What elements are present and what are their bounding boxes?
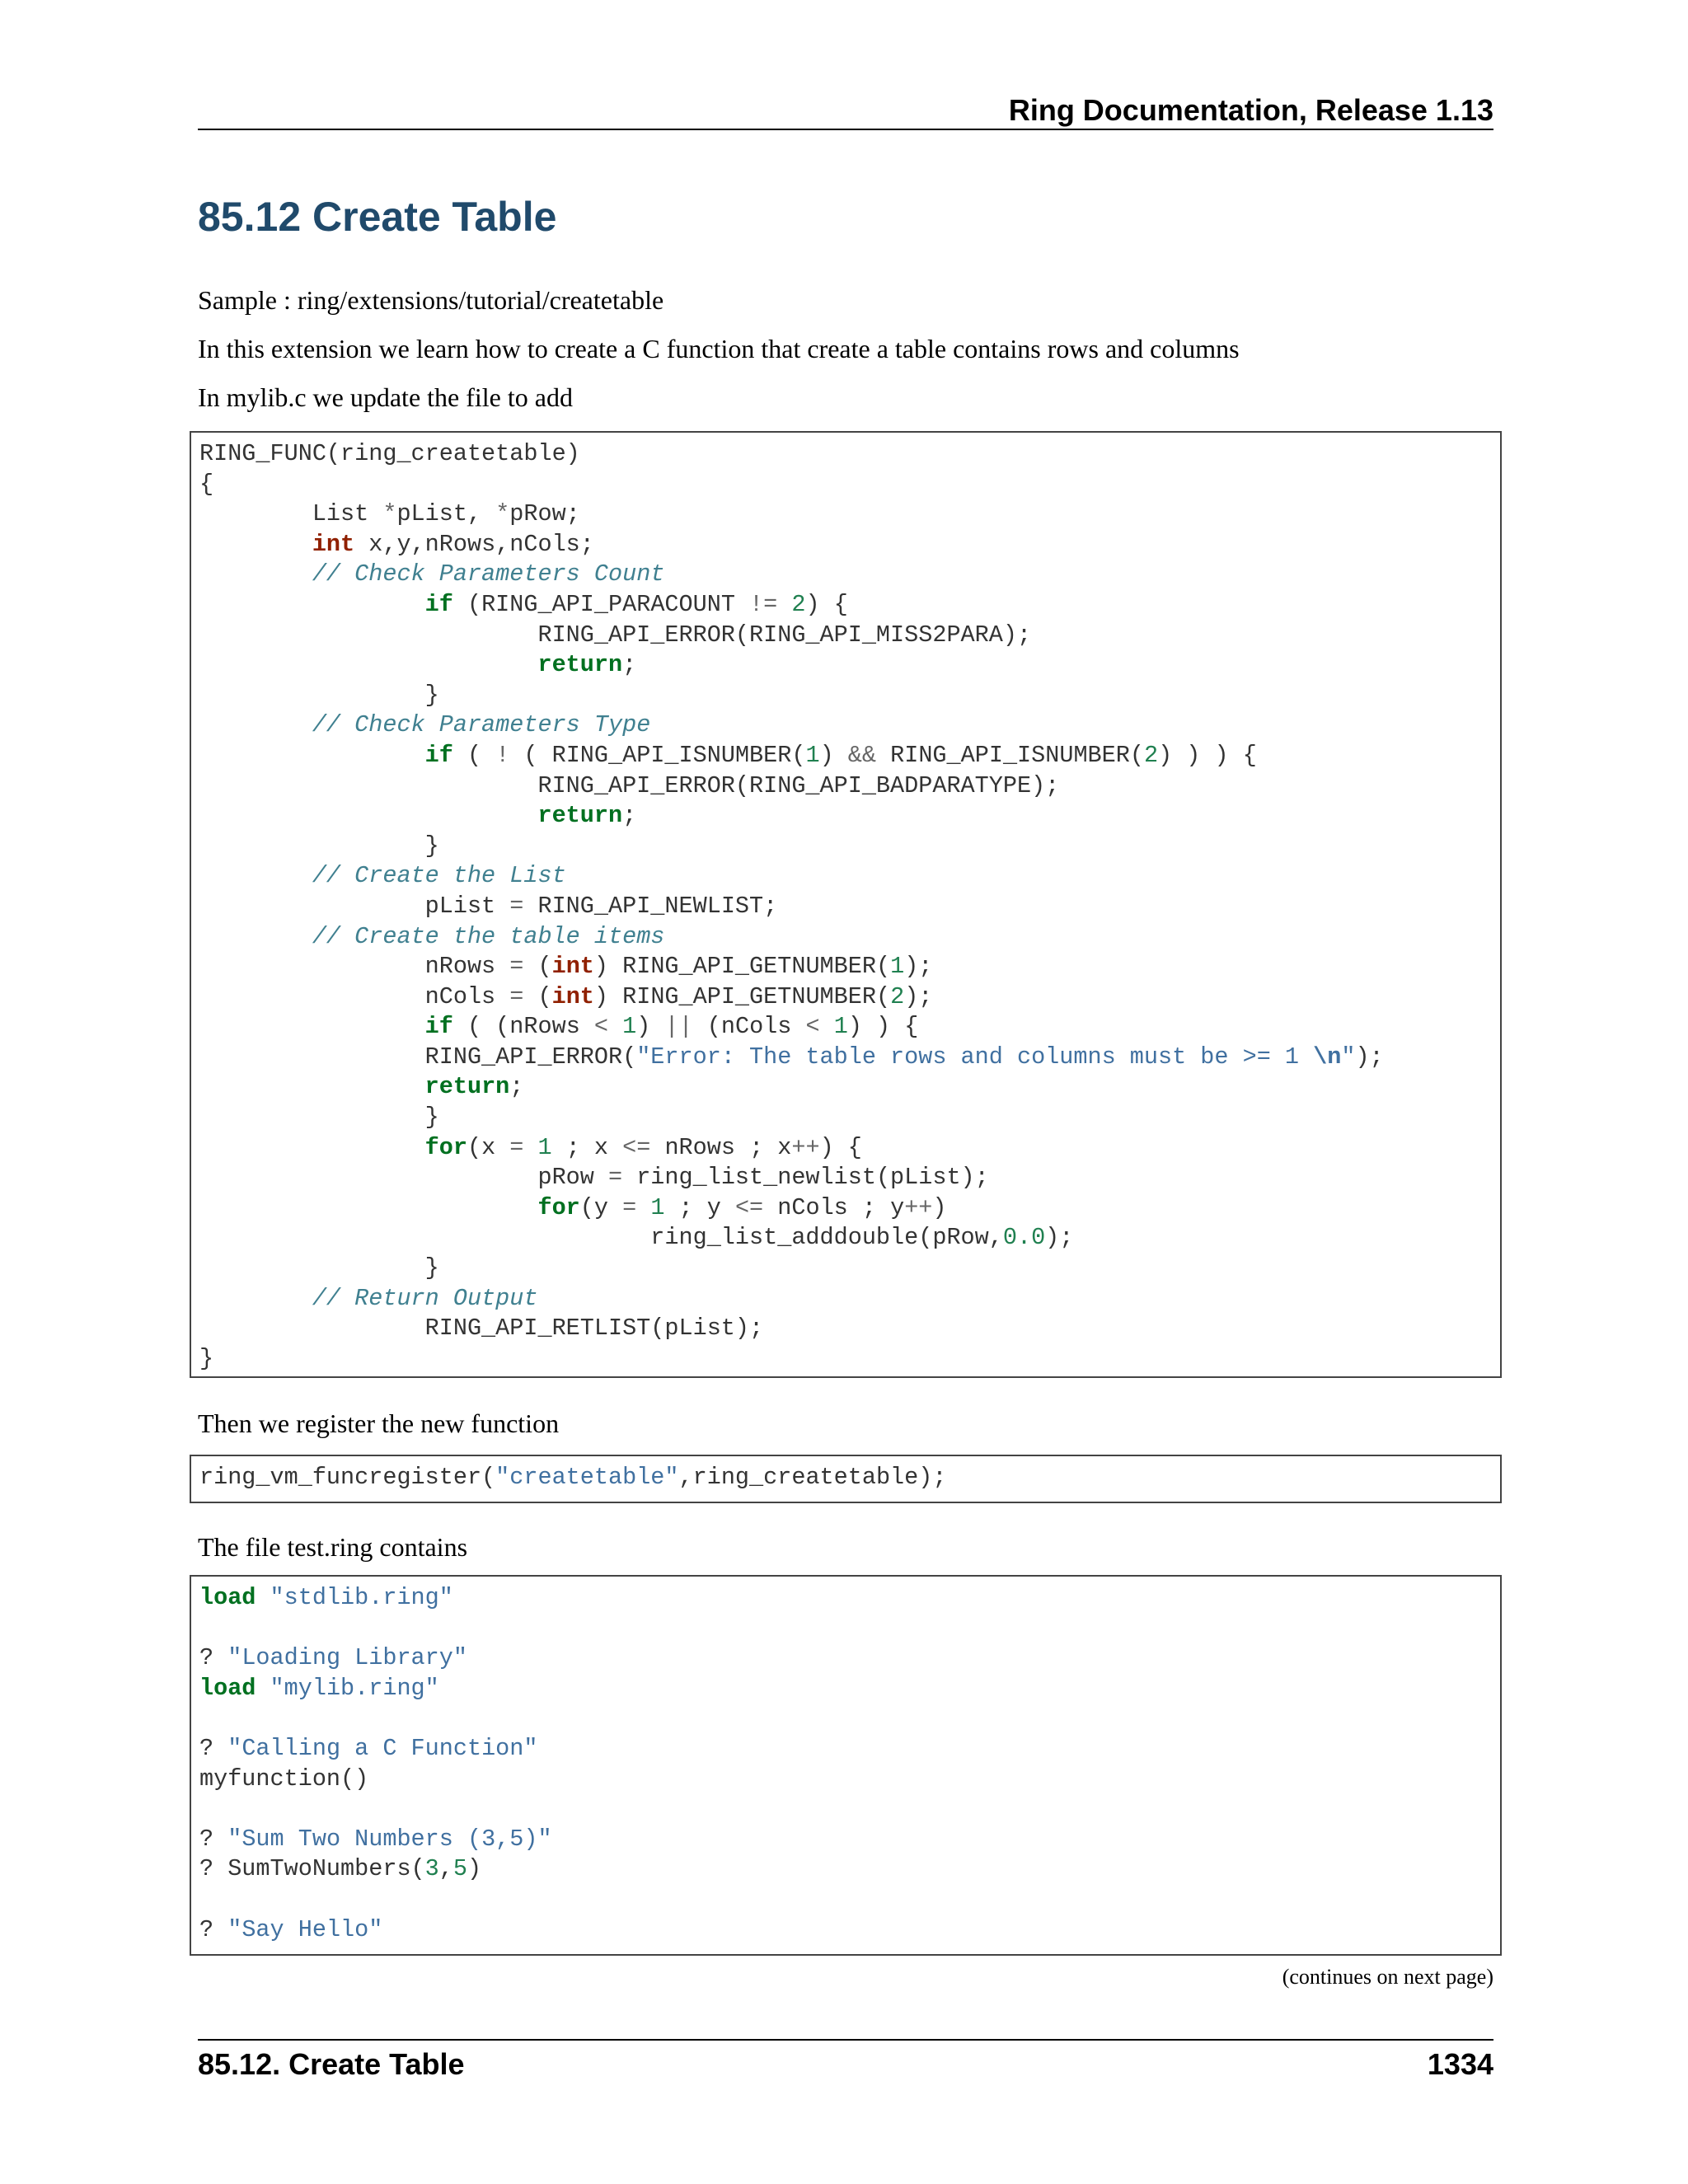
code-line	[199, 832, 1492, 862]
code-token: 2	[890, 982, 905, 1010]
code-token: (	[523, 982, 552, 1010]
code-line	[199, 1674, 1492, 1704]
code-token: =	[509, 953, 524, 981]
code-token: ) RING_API_GETNUMBER(	[593, 982, 891, 1010]
code-line	[199, 1103, 1492, 1133]
code-line	[199, 1012, 1492, 1043]
code-token: \n	[1313, 1043, 1342, 1071]
code-token: "stdlib.ring"	[270, 1584, 453, 1611]
code-token: "Loading Library"	[227, 1644, 467, 1672]
code-line	[199, 892, 1492, 922]
code-token: return	[424, 1073, 510, 1101]
code-line	[199, 530, 1492, 560]
code-token: if	[424, 741, 453, 769]
code-token: ) {	[805, 590, 848, 618]
code-block-test-ring	[190, 1575, 1502, 1956]
document-title: Ring Documentation, Release 1.13	[1008, 93, 1493, 127]
code-token: List	[199, 500, 383, 528]
code-token: );	[1355, 1043, 1384, 1071]
intro-paragraph: In this extension we learn how to create a C function that create a table contains rows and columns	[198, 334, 1240, 363]
code-line	[199, 470, 1492, 500]
code-token: ( RING_API_ISNUMBER(	[509, 741, 806, 769]
code-token: }	[199, 832, 439, 860]
code-token: (	[523, 953, 552, 981]
code-token	[199, 1285, 312, 1312]
code-token: // Return Output	[312, 1284, 538, 1312]
code-line	[199, 801, 1492, 832]
code-block-register	[190, 1455, 1502, 1503]
register-paragraph: Then we register the new function	[198, 1408, 560, 1438]
code-token: =	[509, 982, 524, 1010]
code-token: ++	[791, 1133, 820, 1161]
code-token: if	[424, 590, 453, 618]
code-token	[256, 1584, 270, 1611]
code-line	[199, 590, 1492, 621]
page-number: 1334	[1427, 2047, 1493, 2081]
code-token: }	[199, 1104, 439, 1132]
code-token	[256, 1675, 270, 1702]
code-token: ?	[199, 1915, 228, 1943]
code-token	[199, 531, 312, 558]
code-token: <=	[622, 1133, 651, 1161]
code-token: ) RING_API_GETNUMBER(	[593, 953, 891, 981]
code-token: =	[607, 1164, 623, 1192]
code-token	[636, 1194, 650, 1221]
code-token: ) ) {	[847, 1013, 919, 1041]
code-token	[199, 560, 312, 588]
continues-note: (continues on next page)	[1282, 1965, 1493, 1989]
code-token: for	[537, 1193, 580, 1221]
code-token: }	[199, 1344, 214, 1372]
code-token: &&	[847, 741, 877, 769]
code-token: 1	[537, 1133, 552, 1161]
code-line	[199, 1344, 1492, 1375]
code-line	[199, 681, 1492, 711]
code-token	[199, 1013, 425, 1040]
code-token: )	[932, 1193, 947, 1221]
code-token: );	[904, 953, 933, 981]
code-token: pRow;	[509, 500, 580, 528]
code-token: "Say Hello"	[227, 1915, 383, 1943]
code-line	[199, 1765, 1492, 1795]
code-token: nCols ; y	[763, 1193, 905, 1221]
code-line	[199, 499, 1492, 530]
code-line	[199, 1072, 1492, 1103]
code-line	[199, 1163, 1492, 1193]
code-token: }	[199, 1254, 439, 1282]
code-token	[199, 711, 312, 738]
code-token: ?	[199, 1734, 228, 1762]
code-line	[199, 1704, 1492, 1734]
code-token: =	[509, 892, 524, 920]
code-token: 5	[452, 1855, 467, 1883]
code-line	[199, 1734, 1492, 1765]
code-token: <	[805, 1013, 820, 1041]
code-token: pRow	[199, 1164, 608, 1192]
code-line	[199, 1915, 1492, 1946]
section-title: 85.12 Create Table	[198, 194, 557, 240]
code-token: 1	[650, 1193, 665, 1221]
code-line	[199, 1854, 1492, 1885]
code-line	[199, 621, 1492, 651]
code-line	[199, 1043, 1492, 1073]
code-token: ;	[622, 802, 637, 830]
mylib-paragraph: In mylib.c we update the file to add	[198, 382, 573, 412]
code-token: "Error: The table rows and columns must be >= 1	[636, 1043, 1314, 1071]
code-line	[199, 439, 1492, 470]
code-token: // Check Parameters Type	[312, 711, 651, 739]
test-ring-paragraph: The file test.ring contains	[198, 1532, 468, 1562]
footer-section-title: 85.12. Create Table	[198, 2047, 465, 2081]
code-line	[199, 771, 1492, 802]
code-token	[608, 1013, 622, 1040]
code-token	[199, 862, 312, 889]
code-token: load	[199, 1674, 256, 1702]
code-token: 0.0	[1002, 1224, 1046, 1252]
code-token: x,y,nRows,nCols;	[354, 530, 594, 558]
code-token: RING_API_ISNUMBER(	[876, 741, 1144, 769]
code-line	[199, 1885, 1492, 1915]
code-token: );	[904, 982, 933, 1010]
code-token: ;	[509, 1073, 524, 1101]
code-token: pList,	[396, 500, 496, 528]
code-line	[199, 952, 1492, 982]
code-token: load	[199, 1584, 256, 1611]
sample-path-paragraph: Sample : ring/extensions/tutorial/createtable	[198, 285, 664, 315]
code-token: ) ) ) {	[1158, 741, 1257, 769]
code-line	[199, 741, 1492, 771]
code-token: 1	[805, 741, 820, 769]
code-token: // Create the List	[312, 862, 566, 890]
code-token: int	[312, 530, 355, 558]
code-token: pList	[199, 892, 510, 920]
code-token: RING_FUNC(ring_createtable)	[199, 440, 580, 467]
code-line	[199, 710, 1492, 741]
code-token: =	[622, 1193, 637, 1221]
code-token	[199, 802, 537, 829]
code-token: 2	[1143, 741, 1159, 769]
code-token: // Create the table items	[312, 922, 665, 950]
code-token: ++	[904, 1193, 933, 1221]
code-token: 3	[424, 1855, 439, 1883]
code-line	[199, 1284, 1492, 1315]
code-token: RING_API_RETLIST(pList);	[199, 1315, 764, 1343]
code-token: *	[382, 500, 397, 528]
code-token: int	[551, 982, 594, 1010]
code-token	[199, 1073, 425, 1100]
footer-rule	[198, 2039, 1493, 2041]
code-line	[199, 560, 1492, 590]
code-token: (x	[467, 1133, 510, 1161]
code-token: ; x	[551, 1133, 623, 1161]
code-token: <	[593, 1013, 609, 1041]
code-token	[820, 1013, 834, 1040]
code-token: ring_vm_funcregister(	[199, 1464, 496, 1491]
code-line	[199, 982, 1492, 1013]
code-token: ; y	[664, 1193, 735, 1221]
code-line	[199, 1223, 1492, 1254]
code-line	[199, 1254, 1492, 1284]
code-token	[199, 591, 425, 618]
code-token: (y	[579, 1193, 623, 1221]
code-token: ) {	[819, 1133, 862, 1161]
code-line	[199, 650, 1492, 681]
code-token: );	[1045, 1224, 1074, 1252]
code-token: ? SumTwoNumbers(	[199, 1855, 425, 1883]
code-token: (	[452, 741, 496, 769]
code-token: RING_API_ERROR(RING_API_BADPARATYPE);	[199, 771, 1060, 799]
code-line	[199, 1794, 1492, 1825]
code-token: {	[199, 470, 214, 498]
code-block-mylib	[190, 431, 1502, 1378]
code-line	[199, 1133, 1492, 1164]
code-token	[199, 923, 312, 950]
code-token: ||	[664, 1013, 693, 1041]
code-token: nCols	[199, 982, 510, 1010]
code-token: !	[495, 741, 510, 769]
code-line	[199, 1614, 1492, 1644]
code-token: "createtable"	[495, 1464, 679, 1491]
code-token: RING_API_ERROR(	[199, 1043, 637, 1071]
code-token: 1	[890, 953, 905, 981]
code-token: <=	[734, 1193, 764, 1221]
code-token: }	[199, 681, 439, 709]
code-token: // Check Parameters Count	[312, 560, 665, 588]
code-line	[199, 1583, 1492, 1614]
code-token: nRows ; x	[650, 1133, 792, 1161]
code-token	[199, 1194, 537, 1221]
code-token: "	[1341, 1043, 1356, 1071]
code-token: ,ring_createtable);	[678, 1464, 947, 1491]
code-token: ?	[199, 1644, 228, 1672]
code-line	[199, 1825, 1492, 1855]
code-token: (nCols	[692, 1013, 806, 1041]
code-line	[199, 922, 1492, 953]
code-token: 1	[833, 1013, 848, 1041]
code-line	[199, 1314, 1492, 1344]
code-token: RING_API_NEWLIST;	[523, 892, 778, 920]
code-token: for	[424, 1133, 467, 1161]
code-token: "mylib.ring"	[270, 1674, 439, 1702]
code-token: RING_API_ERROR(RING_API_MISS2PARA);	[199, 621, 1032, 649]
code-line	[199, 861, 1492, 892]
code-token: nRows	[199, 953, 510, 981]
code-token: ,	[438, 1855, 453, 1883]
code-token: "Sum Two Numbers (3,5)"	[227, 1825, 552, 1853]
code-token: ?	[199, 1825, 228, 1853]
code-token: )	[467, 1855, 482, 1883]
code-token: ;	[622, 651, 637, 679]
code-token: )	[636, 1013, 665, 1041]
code-token: if	[424, 1013, 453, 1041]
code-token: 1	[622, 1013, 637, 1041]
code-token: int	[551, 953, 594, 981]
code-line	[199, 1463, 1492, 1493]
code-token: return	[537, 802, 623, 830]
code-token	[199, 651, 537, 678]
code-token: myfunction()	[199, 1765, 369, 1793]
code-token: ( (nRows	[452, 1013, 594, 1041]
code-token: return	[537, 651, 623, 679]
code-token	[523, 1134, 537, 1161]
code-token: 2	[791, 590, 806, 618]
code-token	[777, 591, 791, 618]
code-token	[199, 1134, 425, 1161]
running-header	[198, 89, 1493, 130]
code-token: "Calling a C Function"	[227, 1734, 538, 1762]
code-token: )	[819, 741, 848, 769]
code-line	[199, 1643, 1492, 1674]
code-token: *	[495, 500, 510, 528]
code-token: ring_list_newlist(pList);	[622, 1164, 989, 1192]
code-token	[199, 742, 425, 769]
code-line	[199, 1193, 1492, 1224]
code-token: (RING_API_PARACOUNT	[452, 590, 750, 618]
code-token: =	[509, 1133, 524, 1161]
code-token: ring_list_adddouble(pRow,	[199, 1224, 1003, 1252]
code-token: !=	[749, 590, 778, 618]
